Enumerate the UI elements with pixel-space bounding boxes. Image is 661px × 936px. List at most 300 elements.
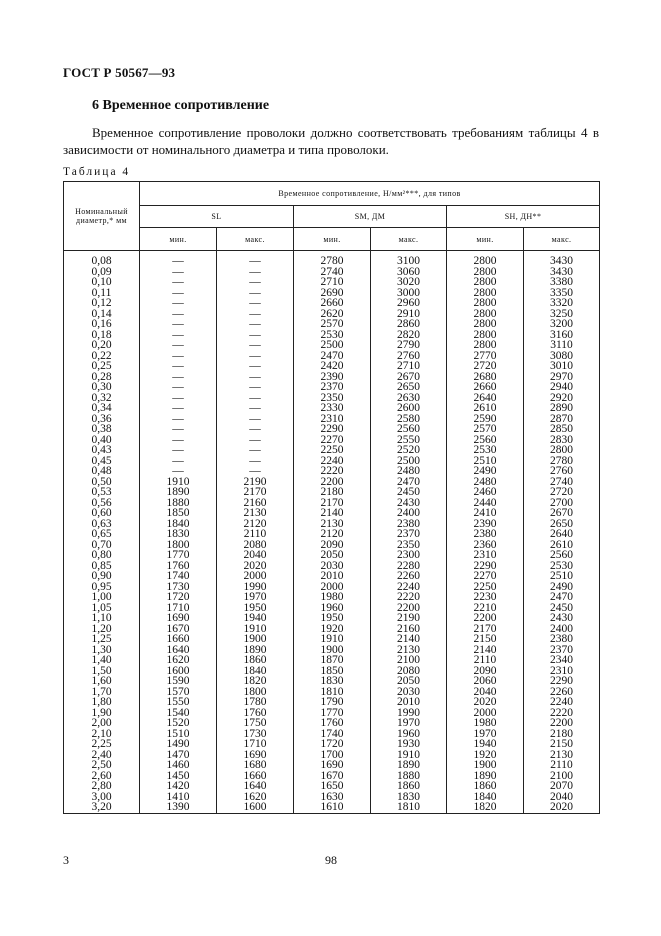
diameter-cell: 0,22 <box>64 351 140 362</box>
value-cell: 2260 <box>524 687 600 698</box>
value-cell: 1570 <box>140 687 217 698</box>
value-cell: 1900 <box>447 760 524 771</box>
diameter-cell: 1,70 <box>64 687 140 698</box>
value-cell: — <box>217 372 294 383</box>
value-cell: — <box>140 466 217 477</box>
value-cell: 2770 <box>447 351 524 362</box>
value-cell: — <box>217 298 294 309</box>
value-cell: 3000 <box>371 288 447 299</box>
diameter-cell: 2,10 <box>64 729 140 740</box>
value-cell: 2440 <box>447 498 524 509</box>
value-cell: 2240 <box>371 582 447 593</box>
value-cell: 3200 <box>524 319 600 330</box>
type-sh-header: SH, ДН** <box>447 206 600 228</box>
value-cell: 1940 <box>217 613 294 624</box>
value-cell: 2580 <box>371 414 447 425</box>
value-cell: 3430 <box>524 267 600 278</box>
diameter-cell: 3,00 <box>64 792 140 803</box>
value-cell: 2030 <box>294 561 371 572</box>
value-cell: 1830 <box>371 792 447 803</box>
value-cell: — <box>217 277 294 288</box>
value-cell: — <box>140 372 217 383</box>
value-cell: 2140 <box>447 645 524 656</box>
value-cell: 2200 <box>371 603 447 614</box>
value-cell: 2290 <box>447 561 524 572</box>
diameter-cell: 0,95 <box>64 582 140 593</box>
value-cell: 2310 <box>447 550 524 561</box>
value-cell: 2740 <box>294 267 371 278</box>
value-cell: 3100 <box>371 251 447 267</box>
value-cell: 2110 <box>447 655 524 666</box>
value-cell: 1890 <box>371 760 447 771</box>
table-row <box>64 382 600 393</box>
value-cell: 2250 <box>447 582 524 593</box>
value-cell: 1910 <box>371 750 447 761</box>
value-cell: 2800 <box>447 298 524 309</box>
value-cell: 2420 <box>294 361 371 372</box>
value-cell: 1490 <box>140 739 217 750</box>
value-cell: 2270 <box>294 435 371 446</box>
table-row <box>64 319 600 330</box>
value-cell: 1840 <box>140 519 217 530</box>
table-row <box>64 508 600 519</box>
value-cell: 2040 <box>524 792 600 803</box>
value-cell: — <box>217 414 294 425</box>
value-cell: 1910 <box>217 624 294 635</box>
value-cell: 2240 <box>524 697 600 708</box>
value-cell: 2020 <box>217 561 294 572</box>
diameter-cell: 0,09 <box>64 267 140 278</box>
value-cell: 1760 <box>217 708 294 719</box>
value-cell: 2310 <box>524 666 600 677</box>
value-cell: — <box>140 445 217 456</box>
value-cell: 2940 <box>524 382 600 393</box>
type-sl-header: SL <box>140 206 294 228</box>
strength-header: Временное сопротивление, Н/мм²***, для типов <box>140 182 600 206</box>
value-cell: — <box>140 403 217 414</box>
value-cell: 2030 <box>371 687 447 698</box>
diameter-cell: 1,20 <box>64 624 140 635</box>
value-cell: — <box>217 267 294 278</box>
value-cell: 2300 <box>371 550 447 561</box>
max-header: макс. <box>524 228 600 251</box>
value-cell: 1890 <box>140 487 217 498</box>
value-cell: 3010 <box>524 361 600 372</box>
value-cell: — <box>140 340 217 351</box>
value-cell: 1410 <box>140 792 217 803</box>
value-cell: 2560 <box>371 424 447 435</box>
value-cell: — <box>217 330 294 341</box>
value-cell: 2090 <box>447 666 524 677</box>
value-cell: — <box>140 251 217 267</box>
value-cell: — <box>217 466 294 477</box>
value-cell: — <box>217 393 294 404</box>
diameter-cell: 3,20 <box>64 802 140 813</box>
value-cell: 2000 <box>447 708 524 719</box>
value-cell: 1690 <box>217 750 294 761</box>
diameter-cell: 0,28 <box>64 372 140 383</box>
value-cell: 3430 <box>524 251 600 267</box>
value-cell: 2530 <box>524 561 600 572</box>
value-cell: 2040 <box>217 550 294 561</box>
value-cell: 2140 <box>371 634 447 645</box>
value-cell: 1990 <box>371 708 447 719</box>
diameter-cell: 0,53 <box>64 487 140 498</box>
value-cell: 2110 <box>524 760 600 771</box>
diameter-cell: 1,50 <box>64 666 140 677</box>
value-cell: 2560 <box>447 435 524 446</box>
value-cell: 2130 <box>524 750 600 761</box>
value-cell: 2640 <box>447 393 524 404</box>
value-cell: 2200 <box>524 718 600 729</box>
value-cell: 1840 <box>447 792 524 803</box>
value-cell: — <box>140 298 217 309</box>
value-cell: 2020 <box>447 697 524 708</box>
value-cell: 2410 <box>447 508 524 519</box>
value-cell: 1680 <box>217 760 294 771</box>
value-cell: 2710 <box>371 361 447 372</box>
max-header: макс. <box>371 228 447 251</box>
value-cell: 2800 <box>447 251 524 267</box>
value-cell: 2210 <box>447 603 524 614</box>
document-header: ГОСТ Р 50567—93 <box>63 65 176 80</box>
diameter-cell: 1,40 <box>64 655 140 666</box>
value-cell: 2240 <box>294 456 371 467</box>
diameter-cell: 0,60 <box>64 508 140 519</box>
value-cell: 1620 <box>140 655 217 666</box>
diameter-cell: 2,25 <box>64 739 140 750</box>
value-cell: 1610 <box>294 802 371 813</box>
diameter-cell: 0,63 <box>64 519 140 530</box>
value-cell: 1810 <box>294 687 371 698</box>
value-cell: 1420 <box>140 781 217 792</box>
value-cell: 1970 <box>217 592 294 603</box>
table-row <box>64 298 600 309</box>
diameter-cell: 0,36 <box>64 414 140 425</box>
value-cell: 2680 <box>447 372 524 383</box>
value-cell: 2670 <box>371 372 447 383</box>
value-cell: 1770 <box>294 708 371 719</box>
value-cell: 2180 <box>294 487 371 498</box>
value-cell: 1900 <box>217 634 294 645</box>
value-cell: 2140 <box>294 508 371 519</box>
value-cell: 2060 <box>447 676 524 687</box>
diameter-cell: 1,30 <box>64 645 140 656</box>
value-cell: 2960 <box>371 298 447 309</box>
value-cell: 2350 <box>294 393 371 404</box>
value-cell: 1850 <box>294 666 371 677</box>
diameter-cell: 0,56 <box>64 498 140 509</box>
value-cell: 2910 <box>371 309 447 320</box>
value-cell: 1860 <box>371 781 447 792</box>
diameter-cell: 1,25 <box>64 634 140 645</box>
value-cell: 2600 <box>371 403 447 414</box>
value-cell: 2510 <box>524 571 600 582</box>
value-cell: 3060 <box>371 267 447 278</box>
value-cell: 2800 <box>447 309 524 320</box>
value-cell: 2740 <box>524 477 600 488</box>
value-cell: 2170 <box>447 624 524 635</box>
value-cell: 2380 <box>524 634 600 645</box>
value-cell: 2500 <box>294 340 371 351</box>
value-cell: 2330 <box>294 403 371 414</box>
value-cell: 1600 <box>140 666 217 677</box>
table-row <box>64 277 600 288</box>
value-cell: 1970 <box>371 718 447 729</box>
value-cell: 2100 <box>524 771 600 782</box>
diameter-cell: 0,50 <box>64 477 140 488</box>
diameter-header: Номинальный диаметр,* мм <box>64 182 140 251</box>
diameter-cell: 1,10 <box>64 613 140 624</box>
value-cell: 2670 <box>524 508 600 519</box>
value-cell: 1660 <box>140 634 217 645</box>
value-cell: 2620 <box>294 309 371 320</box>
value-cell: 2080 <box>217 540 294 551</box>
value-cell: 2800 <box>447 319 524 330</box>
value-cell: 2170 <box>294 498 371 509</box>
table-row <box>64 655 600 666</box>
value-cell: 1720 <box>294 739 371 750</box>
value-cell: 1920 <box>447 750 524 761</box>
value-cell: 2760 <box>524 466 600 477</box>
value-cell: 2510 <box>447 456 524 467</box>
value-cell: 3020 <box>371 277 447 288</box>
diameter-cell: 0,25 <box>64 361 140 372</box>
value-cell: 2130 <box>294 519 371 530</box>
value-cell: 2560 <box>524 550 600 561</box>
value-cell: 1810 <box>371 802 447 813</box>
value-cell: 2710 <box>294 277 371 288</box>
value-cell: 1860 <box>217 655 294 666</box>
value-cell: 1760 <box>294 718 371 729</box>
value-cell: 2870 <box>524 414 600 425</box>
value-cell: 1930 <box>371 739 447 750</box>
value-cell: 1870 <box>294 655 371 666</box>
value-cell: — <box>217 456 294 467</box>
value-cell: 2180 <box>524 729 600 740</box>
diameter-cell: 0,11 <box>64 288 140 299</box>
value-cell: 1860 <box>447 781 524 792</box>
value-cell: 1510 <box>140 729 217 740</box>
value-cell: 2570 <box>447 424 524 435</box>
body-paragraph: Временное сопротивление проволоки должно соответствовать требованиям таблицы 4 в зависимости от номинального диаметра и типа проволоки. <box>63 125 599 157</box>
table-row <box>64 802 600 813</box>
value-cell: 3380 <box>524 277 600 288</box>
value-cell: — <box>140 414 217 425</box>
value-cell: 2350 <box>371 540 447 551</box>
value-cell: 1700 <box>294 750 371 761</box>
strength-table <box>63 181 600 814</box>
value-cell: 1840 <box>217 666 294 677</box>
value-cell: 2860 <box>371 319 447 330</box>
table-row <box>64 760 600 771</box>
value-cell: — <box>140 277 217 288</box>
diameter-cell: 0,10 <box>64 277 140 288</box>
value-cell: — <box>140 319 217 330</box>
value-cell: 1910 <box>294 634 371 645</box>
value-cell: 2700 <box>524 498 600 509</box>
page-number-left: 3 <box>63 853 69 867</box>
value-cell: 1820 <box>447 802 524 813</box>
value-cell: 2470 <box>294 351 371 362</box>
value-cell: 2800 <box>447 340 524 351</box>
value-cell: 1640 <box>140 645 217 656</box>
diameter-cell: 0,18 <box>64 330 140 341</box>
value-cell: 2530 <box>294 330 371 341</box>
value-cell: 1720 <box>140 592 217 603</box>
value-cell: — <box>217 340 294 351</box>
diameter-cell: 0,45 <box>64 456 140 467</box>
value-cell: 1550 <box>140 697 217 708</box>
value-cell: 1770 <box>140 550 217 561</box>
value-cell: 3160 <box>524 330 600 341</box>
diameter-cell: 0,14 <box>64 309 140 320</box>
value-cell: 2470 <box>524 592 600 603</box>
value-cell: 1780 <box>217 697 294 708</box>
value-cell: 2480 <box>371 466 447 477</box>
value-cell: 1740 <box>140 571 217 582</box>
diameter-cell: 0,32 <box>64 393 140 404</box>
value-cell: 2800 <box>447 288 524 299</box>
diameter-cell: 0,90 <box>64 571 140 582</box>
table-row <box>64 739 600 750</box>
value-cell: 2370 <box>524 645 600 656</box>
value-cell: — <box>217 403 294 414</box>
value-cell: — <box>217 251 294 267</box>
value-cell: 1790 <box>294 697 371 708</box>
value-cell: 1590 <box>140 676 217 687</box>
value-cell: 2450 <box>371 487 447 498</box>
value-cell: 1750 <box>217 718 294 729</box>
diameter-cell: 0,34 <box>64 403 140 414</box>
value-cell: 1830 <box>140 529 217 540</box>
value-cell: — <box>140 424 217 435</box>
value-cell: 2490 <box>524 582 600 593</box>
value-cell: — <box>140 309 217 320</box>
table-row <box>64 718 600 729</box>
value-cell: 2780 <box>294 251 371 267</box>
value-cell: 2160 <box>371 624 447 635</box>
value-cell: 3320 <box>524 298 600 309</box>
value-cell: 2290 <box>294 424 371 435</box>
value-cell: 2890 <box>524 403 600 414</box>
diameter-cell: 0,80 <box>64 550 140 561</box>
value-cell: 1390 <box>140 802 217 813</box>
value-cell: 2720 <box>524 487 600 498</box>
table-row <box>64 424 600 435</box>
diameter-cell: 1,80 <box>64 697 140 708</box>
value-cell: 2230 <box>447 592 524 603</box>
value-cell: 2850 <box>524 424 600 435</box>
value-cell: 3350 <box>524 288 600 299</box>
value-cell: 1980 <box>294 592 371 603</box>
table-row <box>64 251 600 267</box>
value-cell: 2800 <box>447 330 524 341</box>
value-cell: 2390 <box>294 372 371 383</box>
value-cell: 2450 <box>524 603 600 614</box>
value-cell: 1800 <box>217 687 294 698</box>
diameter-cell: 2,80 <box>64 781 140 792</box>
diameter-cell: 2,60 <box>64 771 140 782</box>
value-cell: — <box>140 330 217 341</box>
table-row <box>64 613 600 624</box>
value-cell: — <box>140 351 217 362</box>
value-cell: 2590 <box>447 414 524 425</box>
table-row <box>64 487 600 498</box>
value-cell: 2080 <box>371 666 447 677</box>
value-cell: 1960 <box>294 603 371 614</box>
value-cell: — <box>217 424 294 435</box>
value-cell: 2660 <box>447 382 524 393</box>
value-cell: — <box>217 361 294 372</box>
value-cell: 2800 <box>524 445 600 456</box>
diameter-cell: 0,38 <box>64 424 140 435</box>
diameter-cell: 0,20 <box>64 340 140 351</box>
value-cell: 2020 <box>524 802 600 813</box>
diameter-cell: 1,90 <box>64 708 140 719</box>
value-cell: 2800 <box>447 267 524 278</box>
value-cell: 2430 <box>371 498 447 509</box>
value-cell: 2220 <box>524 708 600 719</box>
value-cell: 2290 <box>524 676 600 687</box>
value-cell: 1630 <box>294 792 371 803</box>
diameter-cell: 1,05 <box>64 603 140 614</box>
value-cell: 2530 <box>447 445 524 456</box>
value-cell: 2500 <box>371 456 447 467</box>
value-cell: 2390 <box>447 519 524 530</box>
value-cell: 2400 <box>371 508 447 519</box>
value-cell: 1620 <box>217 792 294 803</box>
value-cell: — <box>217 445 294 456</box>
value-cell: 1910 <box>140 477 217 488</box>
value-cell: 1690 <box>140 613 217 624</box>
value-cell: 3080 <box>524 351 600 362</box>
value-cell: 2650 <box>524 519 600 530</box>
value-cell: 1940 <box>447 739 524 750</box>
value-cell: 1520 <box>140 718 217 729</box>
min-header: мин. <box>140 228 217 251</box>
value-cell: 1950 <box>217 603 294 614</box>
table-row <box>64 634 600 645</box>
value-cell: 2370 <box>294 382 371 393</box>
table-row <box>64 340 600 351</box>
value-cell: 2430 <box>524 613 600 624</box>
diameter-cell: 0,70 <box>64 540 140 551</box>
value-cell: 2120 <box>294 529 371 540</box>
value-cell: 2570 <box>294 319 371 330</box>
value-cell: 2120 <box>217 519 294 530</box>
value-cell: 2380 <box>447 529 524 540</box>
value-cell: 2200 <box>294 477 371 488</box>
min-header: мин. <box>447 228 524 251</box>
value-cell: 2380 <box>371 519 447 530</box>
table-row <box>64 550 600 561</box>
value-cell: 2150 <box>447 634 524 645</box>
value-cell: — <box>217 351 294 362</box>
value-cell: 2130 <box>217 508 294 519</box>
value-cell: 3110 <box>524 340 600 351</box>
value-cell: 2010 <box>371 697 447 708</box>
value-cell: 2790 <box>371 340 447 351</box>
value-cell: 2170 <box>217 487 294 498</box>
value-cell: 2480 <box>447 477 524 488</box>
diameter-cell: 0,08 <box>64 251 140 267</box>
value-cell: 1900 <box>294 645 371 656</box>
value-cell: 2660 <box>294 298 371 309</box>
table-row <box>64 571 600 582</box>
value-cell: — <box>217 319 294 330</box>
value-cell: — <box>217 382 294 393</box>
